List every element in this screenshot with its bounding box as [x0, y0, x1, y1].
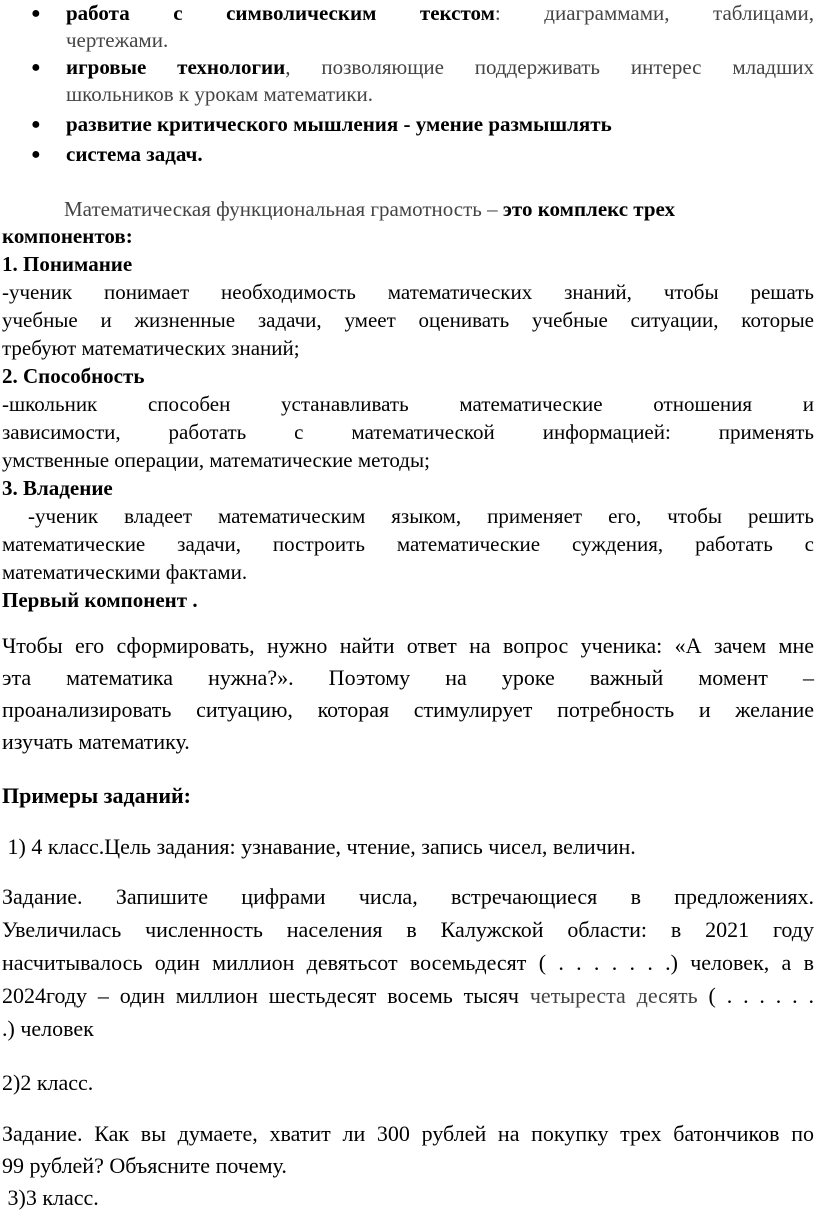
component-line: математические задачи, построить математические суждения, работать с	[2, 532, 814, 556]
example-2-title: 2)2 класс.	[2, 1070, 94, 1095]
bullet-bold: система задач.	[66, 142, 203, 166]
task-text: 2024году – один миллион шестьдесят восемь тысяч	[2, 983, 530, 1008]
component-title: 3. Владение	[2, 476, 113, 500]
task-line: 99 рублей? Объясните почему.	[2, 1153, 287, 1178]
bullet-item	[2, 54, 814, 108]
component-line: зависимости, работать с математической информацией: применять	[2, 420, 814, 444]
paragraph-line: эта математика нужна?». Поэтому на уроке важный момент –	[2, 665, 814, 690]
example-3-title: 3)3 класс.	[2, 1185, 99, 1210]
component-line: математическими фактами.	[2, 560, 248, 584]
section-heading: Первый компонент .	[2, 588, 198, 612]
bullet-icon: ●	[31, 146, 41, 163]
paragraph-line: проанализировать ситуацию, которая стимулирует потребность и желание	[2, 697, 814, 722]
intro-bold: компонентов:	[2, 224, 133, 248]
bullet-list	[2, 0, 814, 168]
example-1-task	[2, 880, 814, 1045]
bullet-text: школьников к урокам математики.	[66, 82, 374, 106]
bullet-bold: развитие критического мышления - умение размышлять	[66, 112, 612, 136]
component-ability	[2, 362, 814, 474]
task-line: насчитывалось один миллион девятьсот восемьдесят ( . . . . . . .) человек, а в	[2, 950, 814, 975]
bullet-item	[2, 0, 814, 54]
task-text: ( . . . . . .	[697, 983, 814, 1008]
paragraph-why	[2, 630, 814, 758]
bullet-item	[2, 111, 814, 138]
component-understanding	[2, 250, 814, 362]
component-line: -ученик понимает необходимость математических знаний, чтобы решать	[2, 280, 814, 304]
component-line: -школьник способен устанавливать математические отношения и	[2, 392, 814, 416]
bullet-icon: ●	[31, 59, 41, 76]
bullet-bold: работа с символическим текстом	[66, 1, 495, 25]
examples-heading: Примеры заданий:	[2, 783, 192, 808]
bullet-text: , позволяющие поддерживать интерес младших	[285, 55, 814, 79]
component-line: умственные операции, математические методы;	[2, 448, 430, 472]
component-line: требуют математических знаний;	[2, 336, 300, 360]
task-line: Задание. Запишите цифрами числа, встречающиеся в предложениях.	[2, 884, 814, 909]
task-line: Увеличилась численность населения в Калужской области: в 2021 году	[2, 917, 814, 942]
task-line: .) человек	[2, 1016, 94, 1041]
bullet-bold: игровые технологии	[66, 55, 286, 79]
paragraph-line: Чтобы его сформировать, нужно найти ответ на вопрос ученика: «А зачем мне	[2, 633, 814, 658]
intro-bold: это комплекс трех	[502, 197, 675, 221]
bullet-text: : диаграммами, таблицами,	[494, 1, 815, 25]
example-2-task	[2, 1118, 814, 1182]
bullet-item	[2, 141, 814, 168]
intro-text: Математическая функциональная грамотность –	[64, 197, 503, 221]
component-title: 1. Понимание	[2, 252, 133, 276]
bullet-icon: ●	[31, 5, 41, 22]
example-goal: 1) 4 класс.Цель задания: узнавание, чтение, запись чисел, величин.	[2, 834, 636, 859]
bullet-text: чертежами.	[66, 28, 169, 52]
component-line: учебные и жизненные задачи, умеет оценивать учебные ситуации, которые	[2, 308, 814, 332]
component-title: 2. Способность	[2, 364, 145, 388]
task-text-grey: четыреста десять	[529, 983, 698, 1008]
paragraph-line: изучать математику.	[2, 729, 190, 754]
task-line: Задание. Как вы думаете, хватит ли 300 рублей на покупку трех батончиков по	[2, 1121, 814, 1146]
intro-paragraph	[2, 196, 814, 250]
component-line: -ученик владеет математическим языком, применяет его, чтобы решить	[2, 504, 814, 528]
component-mastery	[2, 474, 814, 586]
bullet-icon: ●	[31, 116, 41, 133]
